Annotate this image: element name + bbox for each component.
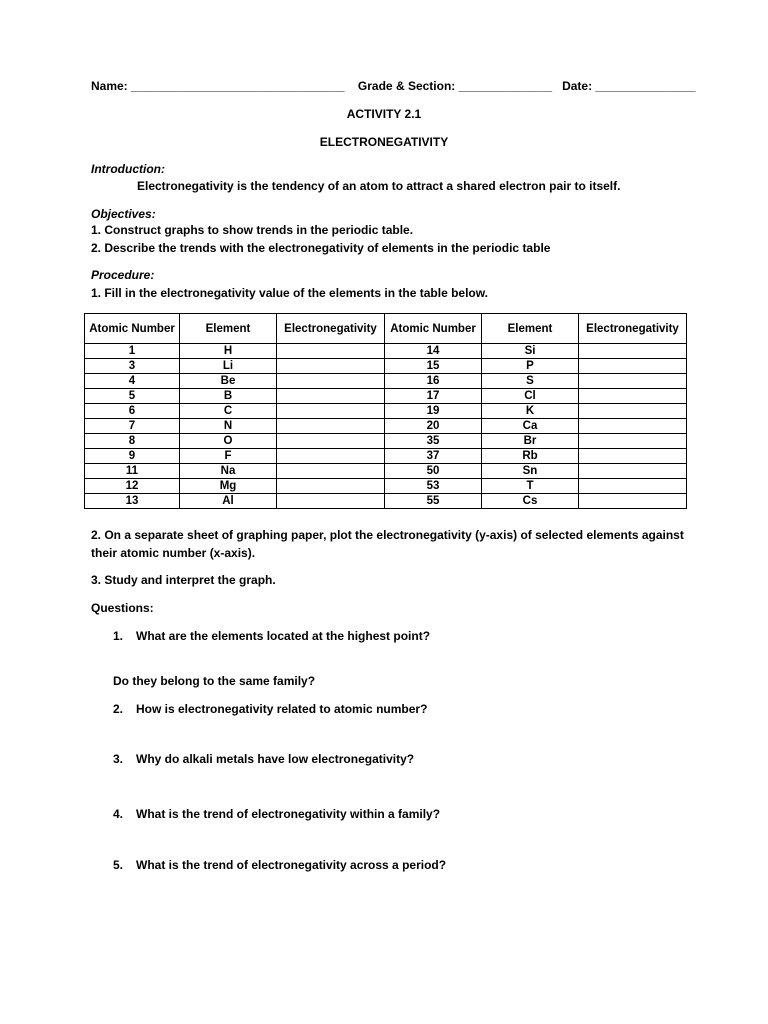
- electronegativity-cell[interactable]: [277, 494, 385, 509]
- electronegativity-cell[interactable]: [579, 389, 687, 404]
- element-cell: T: [482, 479, 579, 494]
- header-line: [91, 79, 696, 93]
- element-cell: Si: [482, 344, 579, 359]
- element-cell: O: [180, 434, 277, 449]
- table-row: [85, 374, 687, 389]
- atomic-number-cell: 13: [85, 494, 180, 509]
- element-cell: Br: [482, 434, 579, 449]
- atomic-number-cell: 17: [385, 389, 482, 404]
- question-number: 4.: [113, 807, 124, 821]
- atomic-number-cell: 1: [85, 344, 180, 359]
- atomic-number-cell: 15: [385, 359, 482, 374]
- element-cell: Na: [180, 464, 277, 479]
- procedure-step-2-line-2: their atomic number (x-axis).: [91, 546, 256, 560]
- table-row: [85, 479, 687, 494]
- atomic-number-cell: 11: [85, 464, 180, 479]
- question-number: 3.: [113, 752, 124, 766]
- atomic-number-cell: 35: [385, 434, 482, 449]
- atomic-number-cell: 20: [385, 419, 482, 434]
- electronegativity-cell[interactable]: [579, 404, 687, 419]
- header-atomic-number: Atomic Number: [385, 314, 482, 344]
- topic-title: ELECTRONEGATIVITY: [319, 135, 449, 149]
- procedure-step-1: 1. Fill in the electronegativity value of the elements in the table below.: [91, 286, 488, 300]
- element-cell: B: [180, 389, 277, 404]
- objective-item-2: 2. Describe the trends with the electronegativity of elements in the periodic table: [91, 241, 551, 255]
- atomic-number-cell: 50: [385, 464, 482, 479]
- table-row: [85, 419, 687, 434]
- question-number: 5.: [113, 858, 124, 872]
- atomic-number-cell: 8: [85, 434, 180, 449]
- question-text: What is the trend of electronegativity within a family?: [136, 807, 441, 821]
- element-cell: F: [180, 449, 277, 464]
- atomic-number-cell: 14: [385, 344, 482, 359]
- electronegativity-cell[interactable]: [277, 449, 385, 464]
- header-electronegativity: Electronegativity: [579, 314, 687, 344]
- electronegativity-cell[interactable]: [277, 344, 385, 359]
- element-cell: N: [180, 419, 277, 434]
- element-cell: P: [482, 359, 579, 374]
- question-5: [113, 858, 446, 872]
- table-row: [85, 344, 687, 359]
- atomic-number-cell: 37: [385, 449, 482, 464]
- question-number: 2.: [113, 702, 124, 716]
- introduction-text: Electronegativity is the tendency of an atom to attract a shared electron pair to itself.: [137, 179, 621, 193]
- element-cell: Li: [180, 359, 277, 374]
- electronegativity-cell[interactable]: [579, 479, 687, 494]
- atomic-number-cell: 12: [85, 479, 180, 494]
- electronegativity-cell[interactable]: [579, 344, 687, 359]
- element-cell: S: [482, 374, 579, 389]
- activity-title: ACTIVITY 2.1: [346, 107, 422, 121]
- grade-section-field-label: Grade & Section: ______________: [357, 79, 553, 93]
- electronegativity-cell[interactable]: [579, 419, 687, 434]
- atomic-number-cell: 9: [85, 449, 180, 464]
- atomic-number-cell: 3: [85, 359, 180, 374]
- electronegativity-table: [84, 313, 687, 509]
- electronegativity-cell[interactable]: [277, 464, 385, 479]
- objective-item-1: 1. Construct graphs to show trends in the periodic table.: [91, 223, 414, 237]
- objectives-heading: Objectives:: [91, 207, 156, 221]
- electronegativity-cell[interactable]: [579, 434, 687, 449]
- question-1: [113, 629, 430, 643]
- electronegativity-cell[interactable]: [579, 494, 687, 509]
- question-text: What is the trend of electronegativity across a period?: [136, 858, 447, 872]
- question-1-follow-up: Do they belong to the same family?: [113, 674, 316, 688]
- atomic-number-cell: 19: [385, 404, 482, 419]
- element-cell: H: [180, 344, 277, 359]
- procedure-step-2-line-1: 2. On a separate sheet of graphing paper, plot the electronegativity (y-axis) of selected elements against: [91, 528, 684, 542]
- atomic-number-cell: 7: [85, 419, 180, 434]
- table-row: [85, 464, 687, 479]
- element-cell: Al: [180, 494, 277, 509]
- atomic-number-cell: 4: [85, 374, 180, 389]
- atomic-number-cell: 53: [385, 479, 482, 494]
- question-text: Why do alkali metals have low electronegativity?: [136, 752, 415, 766]
- atomic-number-cell: 55: [385, 494, 482, 509]
- table-row: [85, 389, 687, 404]
- element-cell: Mg: [180, 479, 277, 494]
- question-number: 1.: [113, 629, 124, 643]
- procedure-step-3: 3. Study and interpret the graph.: [91, 573, 276, 587]
- question-text: What are the elements located at the highest point?: [136, 629, 431, 643]
- electronegativity-cell[interactable]: [277, 389, 385, 404]
- element-cell: Be: [180, 374, 277, 389]
- header-element: Element: [180, 314, 277, 344]
- electronegativity-cell[interactable]: [579, 449, 687, 464]
- element-cell: Rb: [482, 449, 579, 464]
- table-row: [85, 434, 687, 449]
- element-cell: K: [482, 404, 579, 419]
- name-field-label: Name: ________________________________: [91, 79, 345, 93]
- element-cell: Cl: [482, 389, 579, 404]
- header-element: Element: [482, 314, 579, 344]
- atomic-number-cell: 6: [85, 404, 180, 419]
- procedure-heading: Procedure:: [91, 268, 155, 282]
- atomic-number-cell: 5: [85, 389, 180, 404]
- date-field-label: Date: _______________: [562, 79, 696, 93]
- header-electronegativity: Electronegativity: [277, 314, 385, 344]
- electronegativity-cell[interactable]: [579, 464, 687, 479]
- element-cell: Cs: [482, 494, 579, 509]
- table-row: [85, 449, 687, 464]
- atomic-number-cell: 16: [385, 374, 482, 389]
- table-row: [85, 404, 687, 419]
- electronegativity-cell[interactable]: [277, 434, 385, 449]
- electronegativity-cell[interactable]: [277, 359, 385, 374]
- element-cell: C: [180, 404, 277, 419]
- electronegativity-cell[interactable]: [277, 374, 385, 389]
- element-cell: Sn: [482, 464, 579, 479]
- header-atomic-number: Atomic Number: [85, 314, 180, 344]
- question-text: How is electronegativity related to atomic number?: [136, 702, 428, 716]
- electronegativity-cell[interactable]: [277, 404, 385, 419]
- electronegativity-cell[interactable]: [277, 419, 385, 434]
- table-row: [85, 359, 687, 374]
- table-header-row: [85, 314, 687, 344]
- question-3: [113, 752, 414, 766]
- element-cell: Ca: [482, 419, 579, 434]
- electronegativity-cell[interactable]: [579, 374, 687, 389]
- electronegativity-cell[interactable]: [579, 359, 687, 374]
- introduction-heading: Introduction:: [91, 162, 165, 176]
- question-2: [113, 702, 427, 716]
- question-4: [113, 807, 440, 821]
- questions-heading: Questions:: [91, 601, 154, 615]
- table-row: [85, 494, 687, 509]
- electronegativity-cell[interactable]: [277, 479, 385, 494]
